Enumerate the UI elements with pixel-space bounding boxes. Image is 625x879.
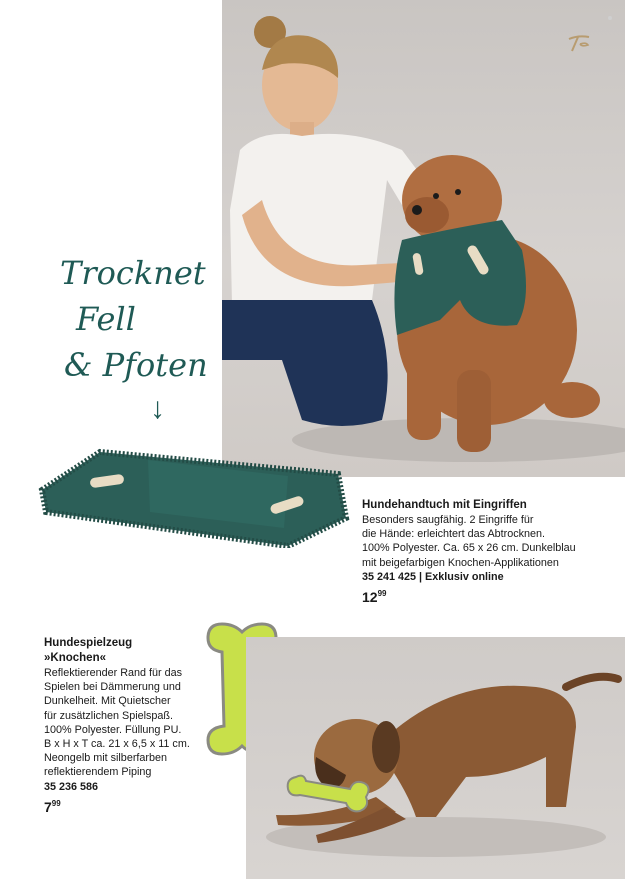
towel-product-image [38, 448, 350, 548]
towel-desc-line: 100% Polyester. Ca. 65 x 26 cm. Dunkelblau [362, 542, 576, 555]
toy-desc-line: Neongelb mit silberfarben [44, 752, 168, 765]
headline [60, 250, 210, 388]
down-arrow-icon: ↓ [150, 392, 165, 425]
towel-sku: 35 241 425 | Exklusiv online [362, 570, 504, 583]
toy-price-main: 7 [44, 798, 52, 815]
headline-line1: Trocknet [60, 254, 206, 292]
toy-desc-line: Spielen bei Dämmerung und [44, 681, 181, 694]
toy-price-cents: 99 [51, 798, 61, 808]
toy-sku: 35 236 586 [44, 780, 99, 793]
toy-title-line1: Hundespielzeug [44, 637, 133, 649]
toy-desc-line: B x H x T ca. 21 x 6,5 x 11 cm. [44, 738, 190, 751]
towel-desc-line: mit beigefarbigen Knochen-Applikationen [362, 556, 559, 569]
photo-dog-playing [246, 637, 625, 879]
towel-price-cents: 99 [377, 589, 387, 599]
toy-desc-line: 100% Polyester. Füllung PU. [44, 723, 182, 736]
toy-desc-line: Dunkelheit. Mit Quietscher [44, 695, 171, 708]
toy-desc-line: Reflektierender Rand für das [44, 667, 183, 679]
toy-description-block [44, 636, 244, 814]
photo-woman-with-dog-graphic [222, 0, 625, 477]
toy-price [44, 797, 244, 814]
tchibo-logo-icon [566, 34, 592, 54]
photo-dog-playing-graphic [246, 637, 625, 879]
toy-desc-line: für zusätzlichen Spielspaß. [44, 709, 174, 722]
photo-woman-with-dog [222, 0, 625, 477]
headline-line2: Fell [76, 300, 136, 338]
toy-desc-line: reflektierendem Piping [44, 766, 152, 779]
towel-description-block [362, 498, 622, 604]
towel-price-main: 12 [362, 589, 378, 606]
decorative-dot-icon [607, 15, 613, 21]
towel-desc-line: die Hände: erleichtert das Abtrocknen. [362, 528, 546, 541]
towel-desc-line: Besonders saugfähig. 2 Eingriffe für [362, 514, 534, 526]
towel-price [362, 587, 622, 604]
toy-title-line2: »Knochen« [44, 652, 106, 664]
headline-line3: & Pfoten [64, 346, 208, 384]
towel-title: Hundehandtuch mit Eingriffen [362, 499, 527, 511]
